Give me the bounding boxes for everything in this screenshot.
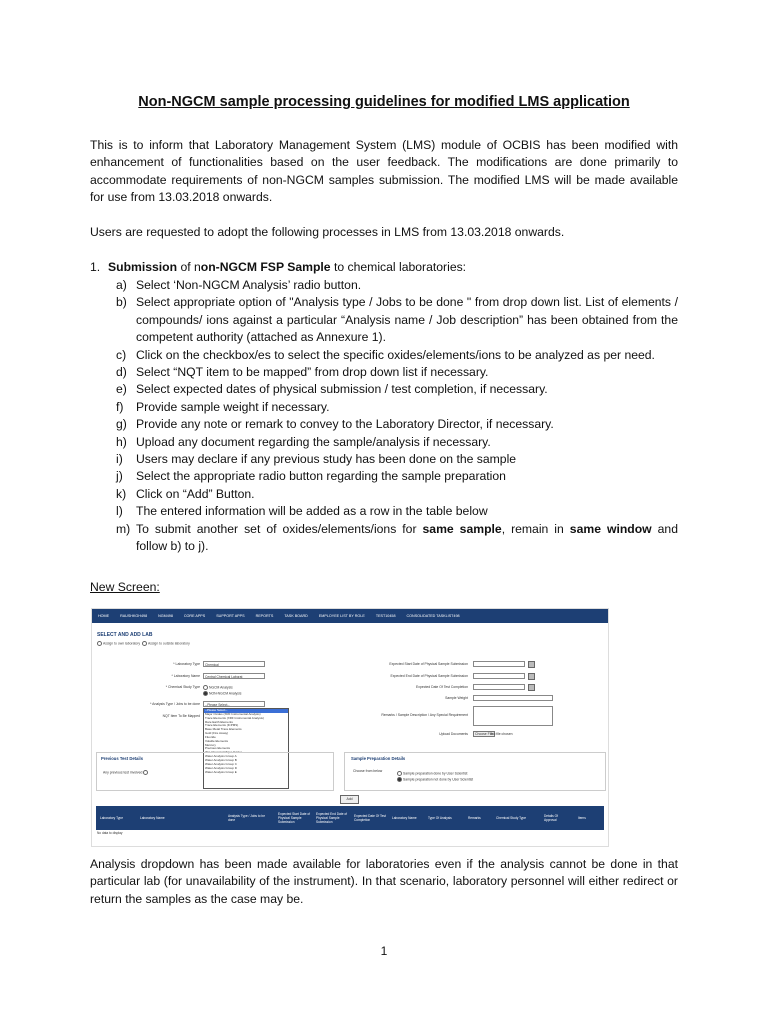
radio-outside-label: Assign to outside laboratory [148, 641, 190, 646]
exp-test-label: Expected Date Of Test Completion [416, 685, 468, 689]
dropdown-option[interactable]: Wet Chemical Major Oxides [205, 751, 243, 755]
nav-item[interactable]: REPORTS [255, 614, 274, 618]
list-text: Users may declare if any previous study has been done on the sample [136, 452, 517, 467]
list-item [116, 364, 678, 381]
lab-type-select[interactable]: Chemical [203, 661, 265, 667]
section-bold-1: Submission [108, 260, 178, 274]
list-item [116, 434, 678, 451]
list-marker: d) [116, 365, 127, 380]
list-item [116, 277, 678, 294]
list-text: Provide sample weight if necessary. [136, 399, 330, 414]
section-number: 1. [90, 260, 101, 274]
lab-name-select[interactable]: Central Chemical Laborat [203, 673, 265, 679]
calendar-icon[interactable] [528, 684, 535, 691]
prep-title: Sample Preparation Details [351, 756, 406, 761]
section-mid: of n [177, 260, 201, 274]
list-item [116, 347, 678, 364]
column-header: Laboratory Type [100, 816, 123, 820]
upload-label: Upload Documents [439, 732, 468, 736]
non-ngcm-option[interactable]: NON-NGCM Analysis [203, 691, 241, 696]
dropdown-option[interactable]: Gold (Fire Assay) [205, 732, 229, 736]
list-marker: f) [116, 399, 124, 414]
results-table-header [96, 806, 604, 830]
list-marker: i) [116, 452, 123, 467]
list-marker: c) [116, 347, 127, 362]
bold-same-window: same window [569, 521, 652, 536]
remarks-textarea[interactable] [473, 706, 553, 726]
page-title: Non-NGCM sample processing guidelines for modified LMS application [138, 94, 630, 110]
choose-file-button[interactable]: Choose File [475, 732, 494, 736]
column-header: Type Of Analysis [428, 816, 452, 820]
column-header: Remarks [468, 816, 481, 820]
steps-list [116, 277, 678, 556]
dropdown-option[interactable]: Volatile Elements [205, 739, 229, 743]
analysis-label: * Analysis Type / Jobs to be done [150, 702, 200, 706]
chem-type-label: * Chemical Study Type [165, 685, 200, 689]
list-item [116, 451, 678, 468]
list-marker: m) [116, 521, 131, 536]
exp-end-label: Expected End Date of Physical Sample Submission [390, 674, 468, 678]
column-header: Chemical Study Type [496, 816, 527, 820]
section-bold-2: on-NGCM FSP Sample [200, 260, 331, 274]
prep-choose-label: Choose from below [353, 769, 383, 773]
radio-own[interactable] [97, 641, 102, 646]
prev-test-title: Previous Test Details [101, 756, 144, 761]
list-item [116, 468, 678, 485]
dropdown-option[interactable]: Water Analysis Group A [205, 755, 237, 759]
nav-item[interactable]: TEST10458 [375, 614, 396, 618]
list-item [116, 416, 678, 433]
closing-paragraph: Analysis dropdown has been made available for laboratories even if the analysis cannot be done in that particular lab (for unavailability of the instrument). In that scenario, laboratory personnel will either redirect or return the samples as the case may be. [90, 857, 678, 906]
dropdown-option[interactable]: Rare Earth Elements [205, 720, 233, 724]
no-file-text: No file chosen [491, 732, 513, 736]
list-marker: a) [116, 278, 127, 292]
dropdown-option[interactable]: Major Oxides (XRF Instrumental Analysis) [205, 712, 261, 716]
page-number: 1 [380, 944, 388, 958]
intro-paragraph: This is to inform that Laboratory Management System (LMS) module of OCBIS has been modified with enhancement of functionalities based on the user feedback. The modifications are done primarily to accommodate requirements of non-NGCM samples submission. The modified LMS will be made available for use from 13.03.2018 onwards. [90, 138, 678, 205]
column-header: Expected Start Date of Physical Sample Submission [278, 812, 311, 824]
section-heading [90, 259, 466, 276]
list-text: , remain in [501, 521, 570, 536]
list-marker: e) [116, 382, 127, 397]
weight-label: Sample Weight [445, 696, 468, 700]
nav-item[interactable]: EMPLOYEE LIST BY ROLE [318, 614, 365, 618]
nav-item[interactable]: HOME [98, 614, 110, 618]
list-text: and follow b) to j). [136, 521, 678, 554]
list-text: Select ‘Non-NGCM Analysis’ radio button. [136, 278, 362, 292]
list-item [116, 399, 678, 416]
lab-type-label: * Laboratory Type [173, 662, 200, 666]
nav-item[interactable]: CONSOLIDATED TASKLIST498 [406, 614, 460, 618]
dropdown-option[interactable]: Trace Elements (XRF Instrumental Analysis) [205, 716, 264, 720]
ngcm-option[interactable]: NGCM Analysis [203, 685, 233, 690]
list-text: Select the appropriate radio button regarding the sample preparation [136, 469, 506, 484]
column-header: Items [578, 816, 586, 820]
list-item [116, 381, 678, 398]
lab-name-label: * Laboratory Name [171, 674, 200, 678]
lms-screenshot [91, 608, 609, 847]
radio-outside[interactable] [142, 641, 147, 646]
no-data-text: No data to display [97, 831, 123, 835]
list-item [116, 521, 678, 556]
column-header: Laboratory Name [140, 816, 165, 820]
list-marker: h) [116, 434, 127, 449]
column-header: Expected Date Of Test Completion [354, 814, 386, 822]
nav-bar [92, 609, 608, 623]
exp-start-input[interactable] [473, 661, 525, 667]
list-marker: g) [116, 417, 127, 432]
list-marker: j) [116, 469, 123, 484]
list-marker: l) [116, 504, 123, 519]
radio-own-label: Assign to own laboratory [103, 641, 141, 646]
request-paragraph: Users are requested to adopt the following processes in LMS from 13.03.2018 onwards. [90, 225, 565, 239]
remarks-label: Remarks / Sample Description / Any Special Requirement [381, 713, 468, 717]
dropdown-option[interactable]: --Please Select-- [204, 709, 288, 713]
nqt-label: NQT Item To Be Mapped [162, 714, 200, 718]
dropdown-option[interactable]: Base Metal Trace Elements [205, 728, 242, 732]
column-header: Laboratory Name [392, 816, 417, 820]
list-text: Click on “Add” Button. [136, 486, 255, 501]
nav-item[interactable]: RAUSHKGH498 [120, 614, 148, 618]
list-item [116, 486, 678, 503]
dropdown-option[interactable]: Water Analysis Group E [205, 770, 237, 774]
exp-end-input[interactable] [473, 673, 525, 679]
dropdown-option[interactable]: Mercury [205, 743, 216, 747]
prev-test-question: Any previous test involved [103, 770, 149, 775]
calendar-icon[interactable] [528, 673, 535, 680]
prep-option-1[interactable]: Sample preparation done by User Scientist [397, 771, 467, 776]
list-text: Upload any document regarding the sample/analysis if necessary. [136, 434, 491, 449]
nav-item[interactable]: SUPPORT APPS [216, 614, 245, 618]
list-text: Provide any note or remark to convey to the Laboratory Director, if necessary. [136, 417, 554, 432]
list-item [116, 294, 678, 346]
column-header: Analysis Type / Jobs to be done [228, 814, 265, 822]
shot-heading: SELECT AND ADD LAB [97, 632, 153, 638]
calendar-icon[interactable] [528, 661, 535, 668]
list-text: Select expected dates of physical submission / test completion, if necessary. [136, 382, 548, 397]
list-text: Select “NQT item to be mapped” from drop down list if necessary. [136, 365, 489, 380]
bold-same-sample: same sample [422, 521, 502, 536]
weight-input[interactable] [473, 695, 553, 701]
list-item [116, 503, 678, 520]
list-marker: k) [116, 486, 127, 501]
dropdown-option[interactable]: Water Analysis Group D [205, 766, 237, 770]
section-tail: to chemical laboratories: [330, 260, 467, 274]
prev-test-radio[interactable] [143, 770, 148, 775]
dropdown-option[interactable]: Water Analysis Group B [205, 758, 237, 762]
column-header: Details Of Approval [544, 814, 558, 822]
exp-start-label: Expected Start Date of Physical Sample Submission [389, 662, 468, 666]
assign-radios [97, 641, 190, 646]
new-screen-label: New Screen: [90, 580, 160, 594]
nav-item[interactable]: CORE APPS [183, 614, 206, 618]
column-header: Expected End Date of Physical Sample Submission [316, 812, 348, 824]
nav-item[interactable]: NGM498 [158, 614, 173, 618]
dropdown-option[interactable]: Fluoride [205, 735, 216, 739]
exp-test-input[interactable] [473, 684, 525, 690]
dropdown-option[interactable]: Trace Elements (ICPMS) [205, 724, 239, 728]
analysis-select[interactable]: --Please Select-- [203, 701, 265, 707]
list-marker: b) [116, 295, 127, 310]
dropdown-option[interactable]: Precious Elements [205, 747, 231, 751]
prep-option-2[interactable]: Sample preparation not done by User Scientist [397, 777, 473, 782]
add-button[interactable]: Add [340, 795, 359, 804]
dropdown-option[interactable]: Water Analysis Group C [205, 762, 237, 766]
list-text: Click on the checkbox/es to select the specific oxides/elements/ions to be analyzed as per need. [136, 347, 655, 362]
list-text: The entered information will be added as a row in the table below [136, 504, 488, 519]
list-text: Select appropriate option of "Analysis type / Jobs to be done " from drop down list. List of elements / compounds/ ions against a particular “Analysis name / Job description” has been obtained from the competent authority (attached as Annexure 1). [136, 295, 678, 345]
list-text: To submit another set of oxides/elements/ions for [136, 521, 423, 536]
nav-item[interactable]: TASK BOARD [284, 614, 308, 618]
